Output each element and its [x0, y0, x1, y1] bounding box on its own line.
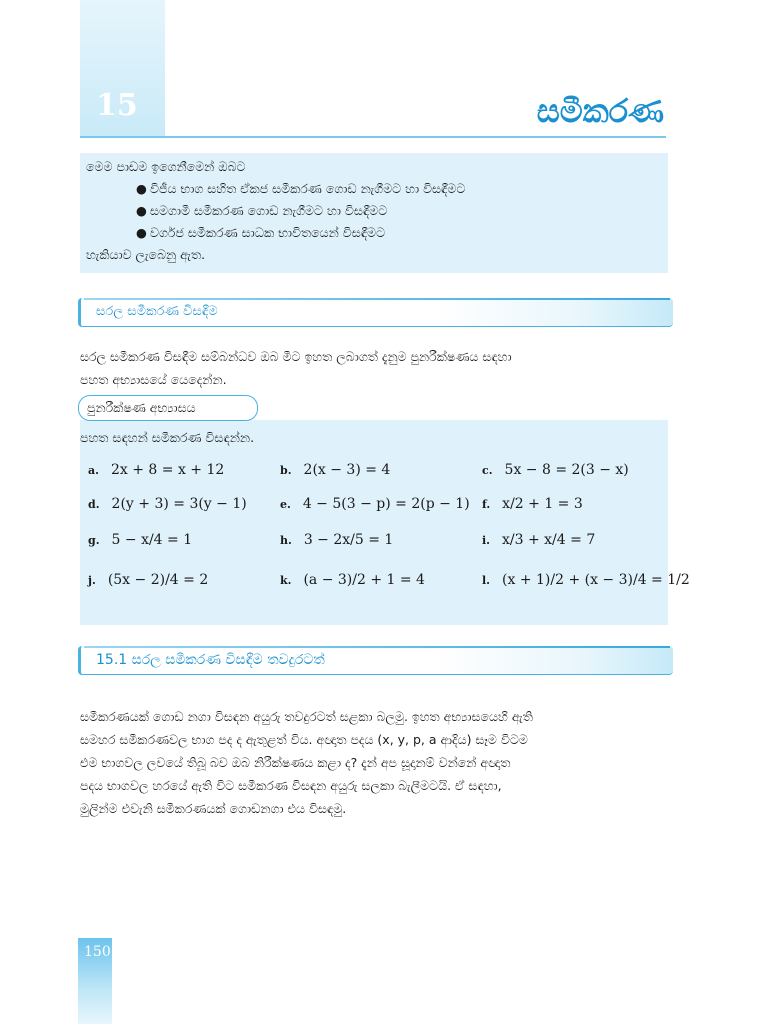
equation-g: g. 5 − x/4 = 1 [88, 532, 193, 548]
objective-item: ● වර්ගජ සමීකරණ සාධක භාවිතයෙන් විසඳීමට [136, 225, 386, 240]
equation-f: f. x/2 + 1 = 3 [482, 496, 583, 512]
objective-item: ● විජීය භාග සහිත ඒකජ සමීකරණ ගොඩ නැගීමට හා විසඳීමට [136, 181, 466, 196]
equation-l: l. (x + 1)/2 + (x − 3)/4 = 1/2 [482, 572, 690, 588]
intro-paragraph: සරල සමීකරණ විසඳීම සම්බන්ධව ඔබ මීට ඉහත ලබාගත් දැනුම පුනරීක්ෂණය සඳහා පහත අභ්‍යාසයේ යෙදෙන්න. [80, 349, 512, 387]
chapter-divider [80, 136, 666, 138]
objective-item: ● සමගාමී සමීකරණ ගොඩ නැගීමට හා විසඳීමට [136, 203, 388, 218]
section-title: සරල සමීකරණ විසඳීම [96, 304, 218, 319]
body-paragraph: සමීකරණයක් ගොඩ නගා විසඳන අයුරු තවදුරටත් සළකා බලමු. ඉහත අභ්‍යාසයෙහි ඇති සමහර සමීකරණවල භාග පද ද ඇතුළත් විය. අඥාත පදය (x, y, p, a ආදිය) සෑම විටම එම භාගවල ලවයේ තිබූ බව ඔබ නිරීක්ෂණය කළා ද? දැන් අප සූදානම් වන්නේ අඥාත පදය භාගවල හරයේ ඇති විට සමීකරණ විසඳන අයුරු සලකා බැලීමටයි. ඒ සඳහා, මුලින්ම එවැනි සමීකරණයක් ගොඩනගා එය විසඳමු. [80, 709, 533, 816]
equation-j: j. (5x − 2)/4 = 2 [88, 572, 209, 588]
equation-h: h. 3 − 2x/5 = 1 [280, 532, 394, 548]
exercise-instruction: පහත සඳහන් සමීකරණ විසඳන්න. [80, 430, 255, 445]
equation-i: i. x/3 + x/4 = 7 [482, 532, 596, 548]
section-title: 15.1 සරල සමීකරණ විසඳීම තවදුරටත් [96, 652, 325, 668]
equation-k: k. (a − 3)/2 + 1 = 4 [280, 572, 425, 588]
equation-a: a. 2x + 8 = x + 12 [88, 462, 225, 478]
section-heading [78, 298, 670, 328]
chapter-title: සමීකරණ [536, 92, 664, 130]
review-exercise-box [80, 420, 690, 625]
equation-b: b. 2(x − 3) = 4 [280, 462, 391, 478]
objectives-intro: මෙම පාඩම ඉගෙනීමෙන් ඔබට [86, 159, 246, 174]
section-heading [78, 646, 670, 676]
review-exercise-label: පුනරීක්ෂණ අභ්‍යාසය [78, 395, 258, 421]
equation-e: e. 4 − 5(3 − p) = 2(p − 1) [280, 496, 470, 512]
objectives-box [80, 153, 668, 273]
chapter-number: 15 [96, 88, 138, 123]
equation-c: c. 5x − 8 = 2(3 − x) [482, 462, 629, 478]
page-number: 150 [84, 944, 111, 960]
equation-d: d. 2(y + 3) = 3(y − 1) [88, 496, 247, 512]
objectives-outro: හැකියාව ලැබෙනු ඇත. [86, 247, 206, 262]
